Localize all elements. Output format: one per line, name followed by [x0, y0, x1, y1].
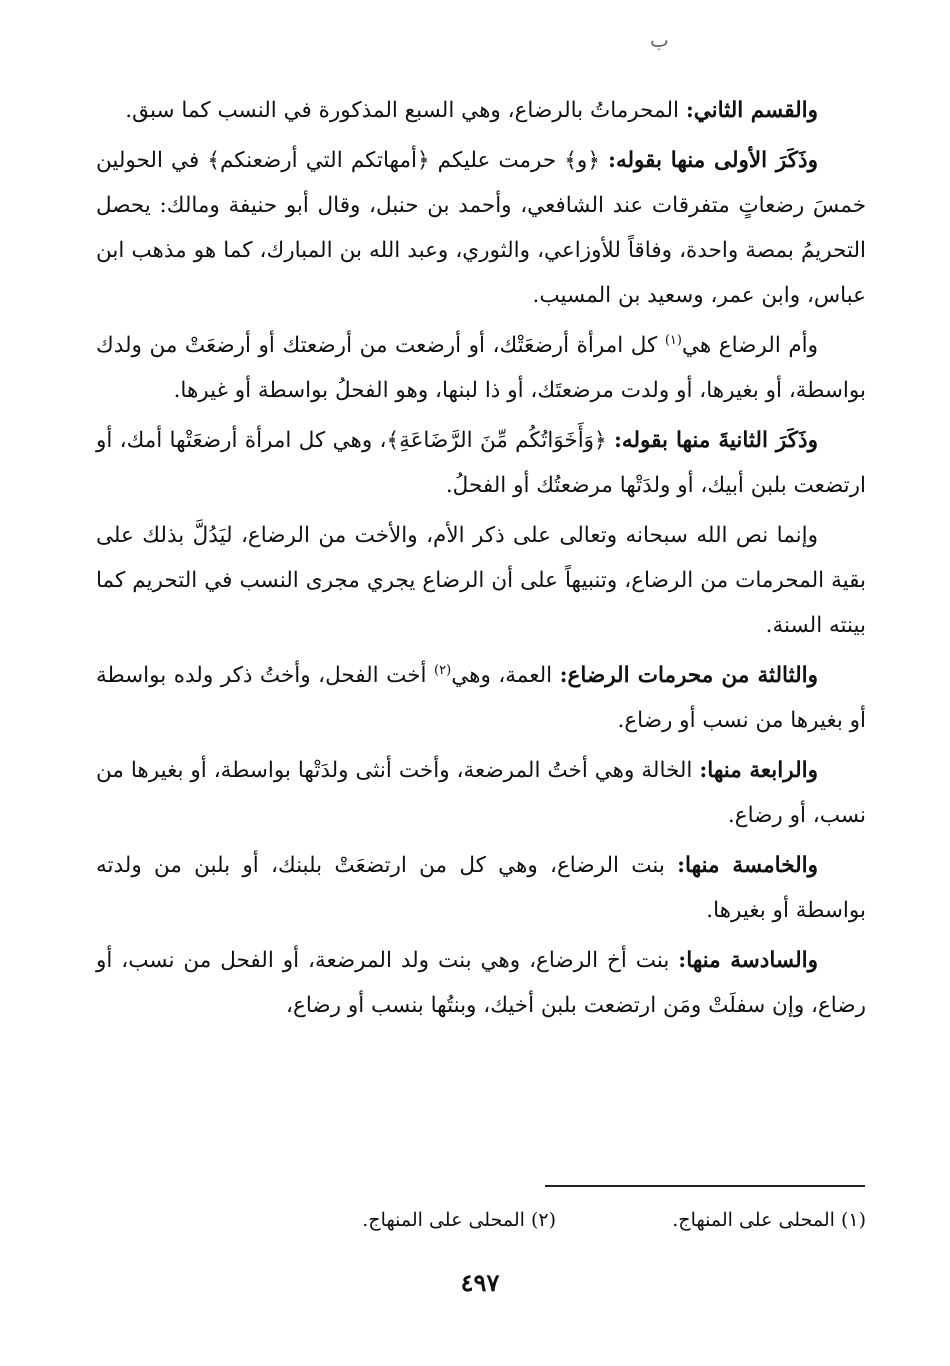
footnote-text: المحلى على المنهاج. — [362, 1209, 525, 1231]
paragraph — [96, 513, 866, 648]
paragraph-lead: وذَكَرَ الأولى منها بقوله: — [608, 148, 818, 173]
paragraph — [96, 418, 866, 508]
paragraph — [96, 938, 866, 1028]
paragraph — [96, 748, 866, 838]
paragraph-body: بنت أخ الرضاع، وهي بنت ولد المرضعة، أو الفحل من نسب، أو رضاع، وإن سفلَتْ ومَن ارتضعت بلبن أخيك، وبنتُها بنسب أو رضاع، — [96, 948, 866, 1018]
paragraph-body: العمة، وهي — [451, 663, 560, 688]
footnote-2 — [362, 1205, 556, 1235]
footnote-number: (١) — [840, 1209, 866, 1231]
paragraph-body: ﴿وَأَخَوَاتُكُم مِّنَ الرَّضَاعَةِ﴾، وهي كل امرأة أرضعَتْها أمك، أو ارتضعت بلبن أبيك، أو ولدَتْها مرضعتُك أو الفحلُ. — [96, 428, 866, 498]
paragraph-lead: والرابعة منها: — [699, 758, 819, 783]
footnotes — [96, 1205, 866, 1237]
top-margin-mark: ب — [650, 28, 669, 52]
footnote-ref-2[interactable]: (٢) — [434, 662, 452, 678]
paragraph — [96, 653, 866, 743]
paragraph — [96, 88, 866, 133]
footnote-ref-1[interactable]: (١) — [664, 332, 682, 348]
paragraph-body: بنت الرضاع، وهي كل من ارتضعَتْ بلبنك، أو بلبن من ولدته بواسطة أو بغيرها. — [96, 853, 866, 923]
footnote-separator — [545, 1185, 865, 1187]
paragraph-body: المحرماتُ بالرضاع، وهي السبع المذكورة في النسب كما سبق. — [125, 98, 686, 123]
paragraph-lead: وذَكَرَ الثانيةَ منها بقوله: — [613, 428, 818, 453]
paragraph — [96, 323, 866, 413]
footnote-text: المحلى على المنهاج. — [672, 1209, 835, 1231]
footnote-1 — [672, 1205, 866, 1235]
footnote-number: (٢) — [530, 1209, 556, 1231]
paragraph-lead: والسادسة منها: — [678, 948, 818, 973]
main-text — [96, 88, 866, 1033]
paragraph-body: أخت الفحل، وأختُ ذكر ولده بواسطة أو بغيرها من نسب أو رضاع. — [96, 663, 866, 733]
paragraph-body: وأم الرضاع هي — [681, 333, 819, 358]
page-number: ٤٩٧ — [460, 1268, 500, 1297]
paragraph-lead: والثالثة من محرمات الرضاع: — [559, 663, 818, 688]
paragraph-body: الخالة وهي أختُ المرضعة، وأخت أنثى ولدَتْها بواسطة، أو بغيرها من نسب، أو رضاع. — [96, 758, 866, 828]
paragraph — [96, 138, 866, 318]
paragraph-body: وإنما نص الله سبحانه وتعالى على ذكر الأم، والأخت من الرضاع، ليَدُلَّ بذلك على بقية المحرمات من الرضاع، وتنبيهاً على أن الرضاع يجري مجرى النسب في التحريم كما بينته السنة. — [96, 523, 866, 638]
paragraph-body: كل امرأة أرضعَتْك، أو أرضعت من أرضعتك أو أرضعَتْ من ولدك بواسطة، أو بغيرها، أو ولدت مرضعتَك، أو ذا لبنها، وهو الفحلُ بواسطة أو غيرها. — [96, 333, 866, 403]
paragraph — [96, 843, 866, 933]
paragraph-body: ﴿و﴾ حرمت عليكم ﴿أمهاتكم التي أرضعنكم﴾ في الحولين خمسَ رضعاتٍ متفرقات عند الشافعي، وأحمد بن حنبل، وقال أبو حنيفة ومالك: يحصل التحريمُ بمصة واحدة، وفاقاً للأوزاعي، والثوري، وعبد الله بن المبارك، كما هو مذهب ابن عباس، وابن عمر، وسعيد بن المسيب. — [96, 148, 866, 308]
paragraph-lead: والقسم الثاني: — [685, 98, 818, 123]
paragraph-lead: والخامسة منها: — [677, 853, 818, 878]
